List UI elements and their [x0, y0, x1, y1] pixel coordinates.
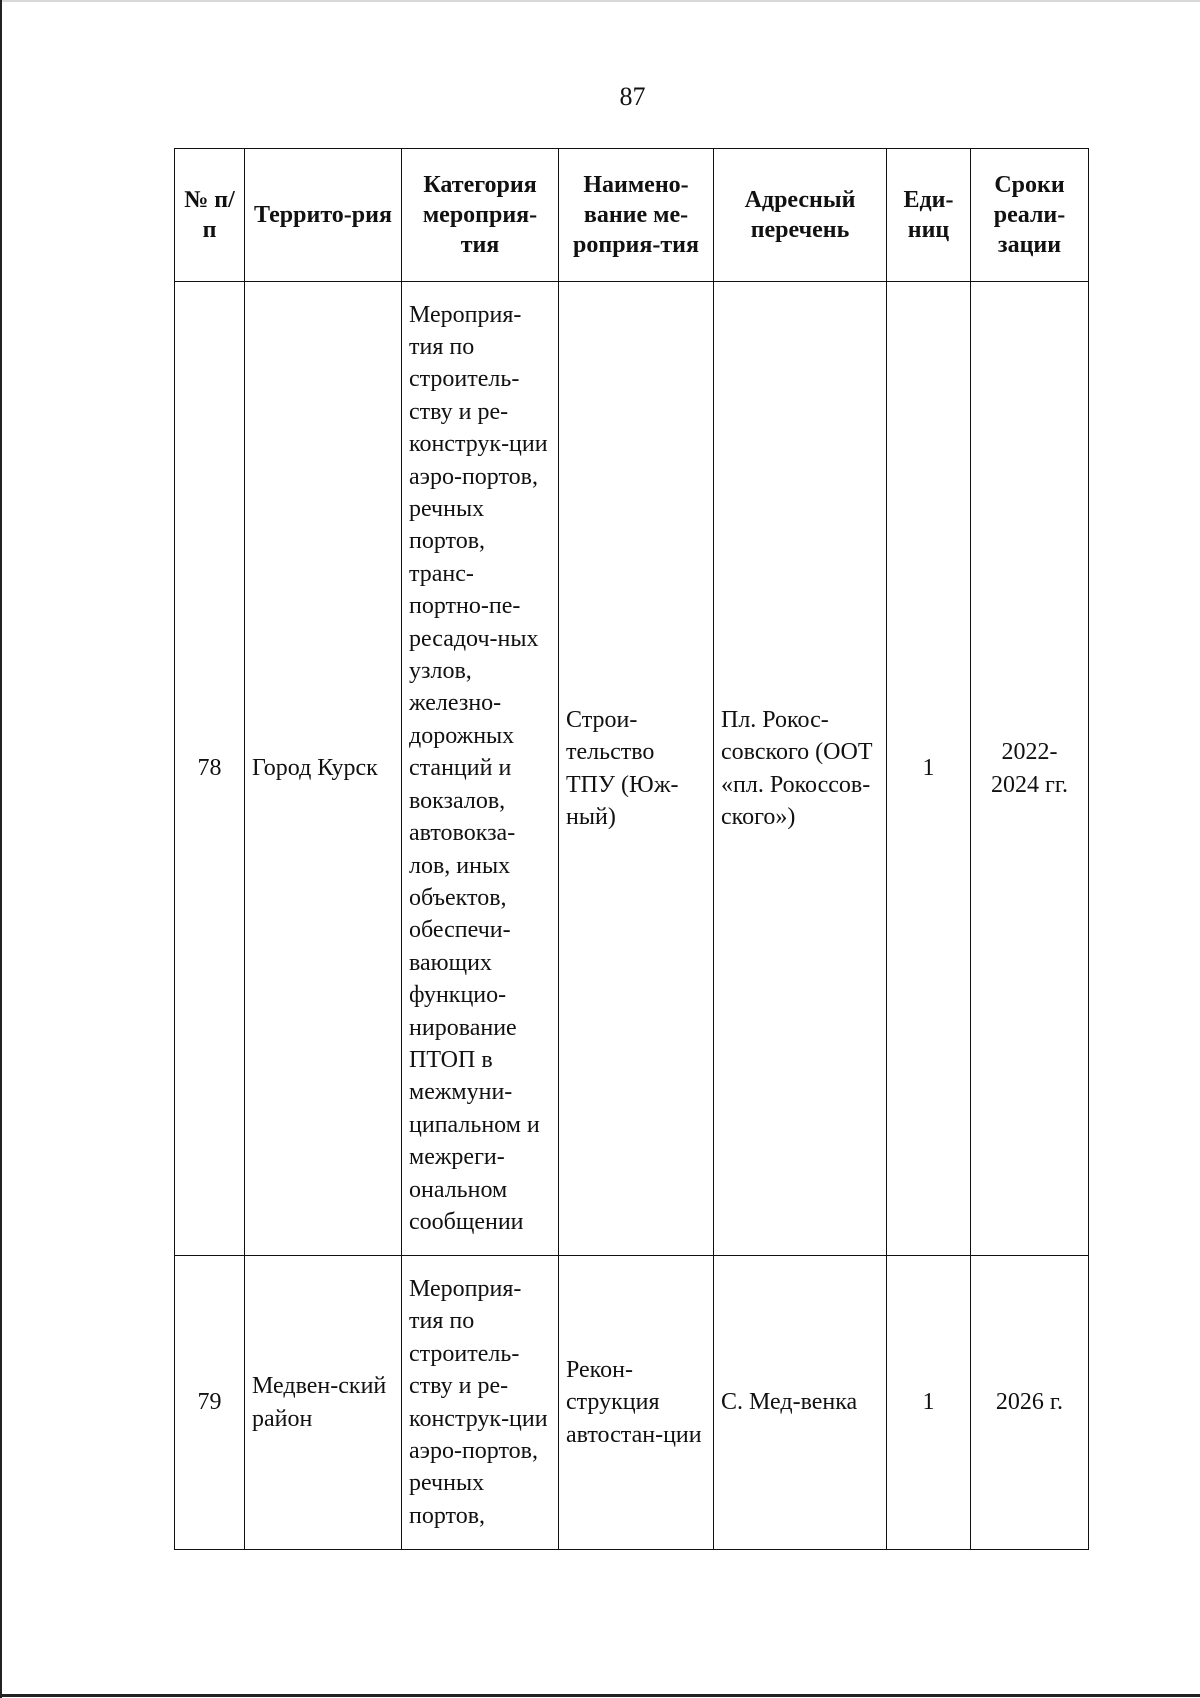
table-header-row	[175, 149, 1089, 282]
cell-category: Мероприя-тия по строитель-ству и ре-конструк-ции аэро-портов, речных портов,	[402, 1256, 559, 1550]
measures-table	[174, 148, 1089, 1550]
header-units: Еди-ниц	[887, 149, 971, 282]
cell-units: 1	[887, 1256, 971, 1550]
cell-num: 79	[175, 1256, 245, 1550]
header-address: Адресный перечень	[714, 149, 887, 282]
cell-territory: Медвен-ский район	[245, 1256, 402, 1550]
table-row	[175, 1256, 1089, 1550]
header-num: № п/п	[175, 149, 245, 282]
cell-period: 2022-2024 гг.	[971, 282, 1089, 1256]
cell-num: 78	[175, 282, 245, 1256]
scan-bottom-edge	[0, 1694, 1200, 1697]
header-period: Сроки реали-зации	[971, 149, 1089, 282]
cell-name: Строи-тельство ТПУ (Юж-ный)	[559, 282, 714, 1256]
table-row	[175, 282, 1089, 1256]
scan-top-edge	[0, 0, 1200, 2]
header-category: Категория мероприя-тия	[402, 149, 559, 282]
header-name: Наимено-вание ме-роприя-тия	[559, 149, 714, 282]
cell-address: Пл. Рокос-совского (ООТ «пл. Рокоссов-ского»)	[714, 282, 887, 1256]
cell-category: Мероприя-тия по строитель-ству и ре-конструк-ции аэро-портов, речных портов, транс-портно-пе-ресадоч-ных узлов, железно-дорожных станций и вокзалов, автовокза-лов, иных объектов, обеспечи-вающих функцио-нирование ПТОП в межмуни-ципальном и межреги-ональном сообщении	[402, 282, 559, 1256]
cell-units: 1	[887, 282, 971, 1256]
header-territory: Террито-рия	[245, 149, 402, 282]
cell-name: Рекон-струкция автостан-ции	[559, 1256, 714, 1550]
cell-address: С. Мед-венка	[714, 1256, 887, 1550]
cell-territory: Город Курск	[245, 282, 402, 1256]
cell-period: 2026 г.	[971, 1256, 1089, 1550]
scan-left-edge	[0, 0, 2, 1698]
page-number: 87	[619, 82, 646, 111]
